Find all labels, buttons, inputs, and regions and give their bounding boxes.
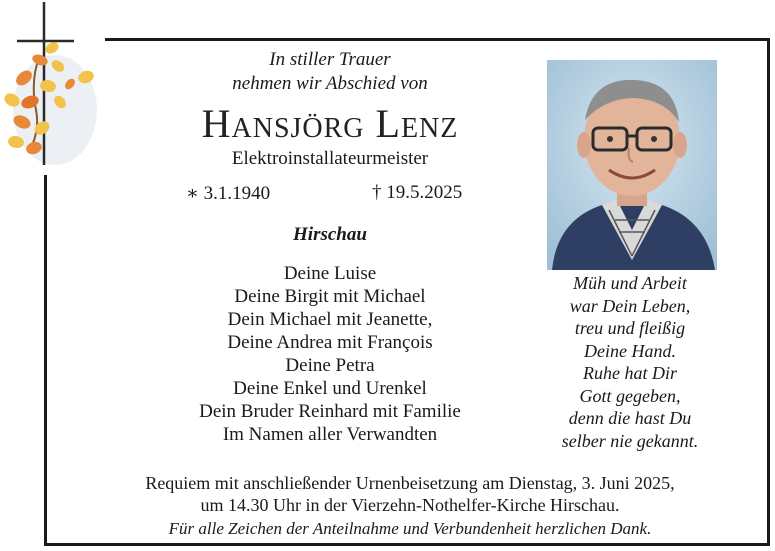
thanks-note: Für alle Zeichen der Anteilnahme und Verbundenheit herzlichen Dank. bbox=[168, 519, 652, 538]
mourner: Dein Bruder Reinhard mit Familie bbox=[199, 401, 461, 422]
mourner: Deine Enkel und Urenkel bbox=[233, 378, 427, 399]
deceased-name: Hansjörg Lenz bbox=[201, 101, 459, 146]
poem-line: Ruhe hat Dir bbox=[583, 363, 677, 383]
death-date: † 19.5.2025 bbox=[372, 182, 463, 203]
poem-line: Gott gegeben, bbox=[579, 385, 681, 406]
mourner: Im Namen aller Verwandten bbox=[222, 424, 438, 445]
poem-line: Deine Hand. bbox=[584, 340, 676, 361]
place: Hirschau bbox=[293, 224, 367, 245]
intro-line-1: In stiller Trauer bbox=[269, 49, 391, 70]
cross-decoration bbox=[0, 0, 105, 175]
mourner: Deine Andrea mit François bbox=[227, 332, 433, 353]
poem-line: Müh und Arbeit bbox=[573, 273, 687, 293]
mourner: Deine Luise bbox=[283, 263, 377, 284]
mourners-list bbox=[150, 262, 510, 446]
portrait-icon bbox=[547, 60, 717, 270]
poem-line: war Dein Leben, bbox=[569, 295, 691, 316]
intro-line-2: nehmen wir Abschied von bbox=[232, 73, 428, 94]
portrait-photo bbox=[547, 60, 717, 270]
poem-line: treu und fleißig bbox=[574, 318, 686, 338]
poem-line: denn die hast Du bbox=[568, 408, 692, 428]
requiem-info bbox=[60, 472, 760, 516]
birth-date: ∗ 3.1.1940 bbox=[186, 183, 271, 204]
cross-icon bbox=[0, 0, 105, 175]
requiem-line-1: Requiem mit anschließender Urnenbeisetzung am Dienstag, 3. Juni 2025, bbox=[145, 473, 675, 493]
mourner: Deine Birgit mit Michael bbox=[234, 286, 426, 307]
profession: Elektroinstallateurmeister bbox=[231, 148, 429, 169]
mourner: Dein Michael mit Jeanette, bbox=[227, 309, 433, 330]
requiem-line-2: um 14.30 Uhr in der Vierzehn-Nothelfer-Kirche Hirschau. bbox=[200, 495, 620, 515]
poem-line: selber nie gekannt. bbox=[561, 430, 699, 451]
poem bbox=[545, 272, 715, 452]
mourner: Deine Petra bbox=[285, 355, 375, 376]
